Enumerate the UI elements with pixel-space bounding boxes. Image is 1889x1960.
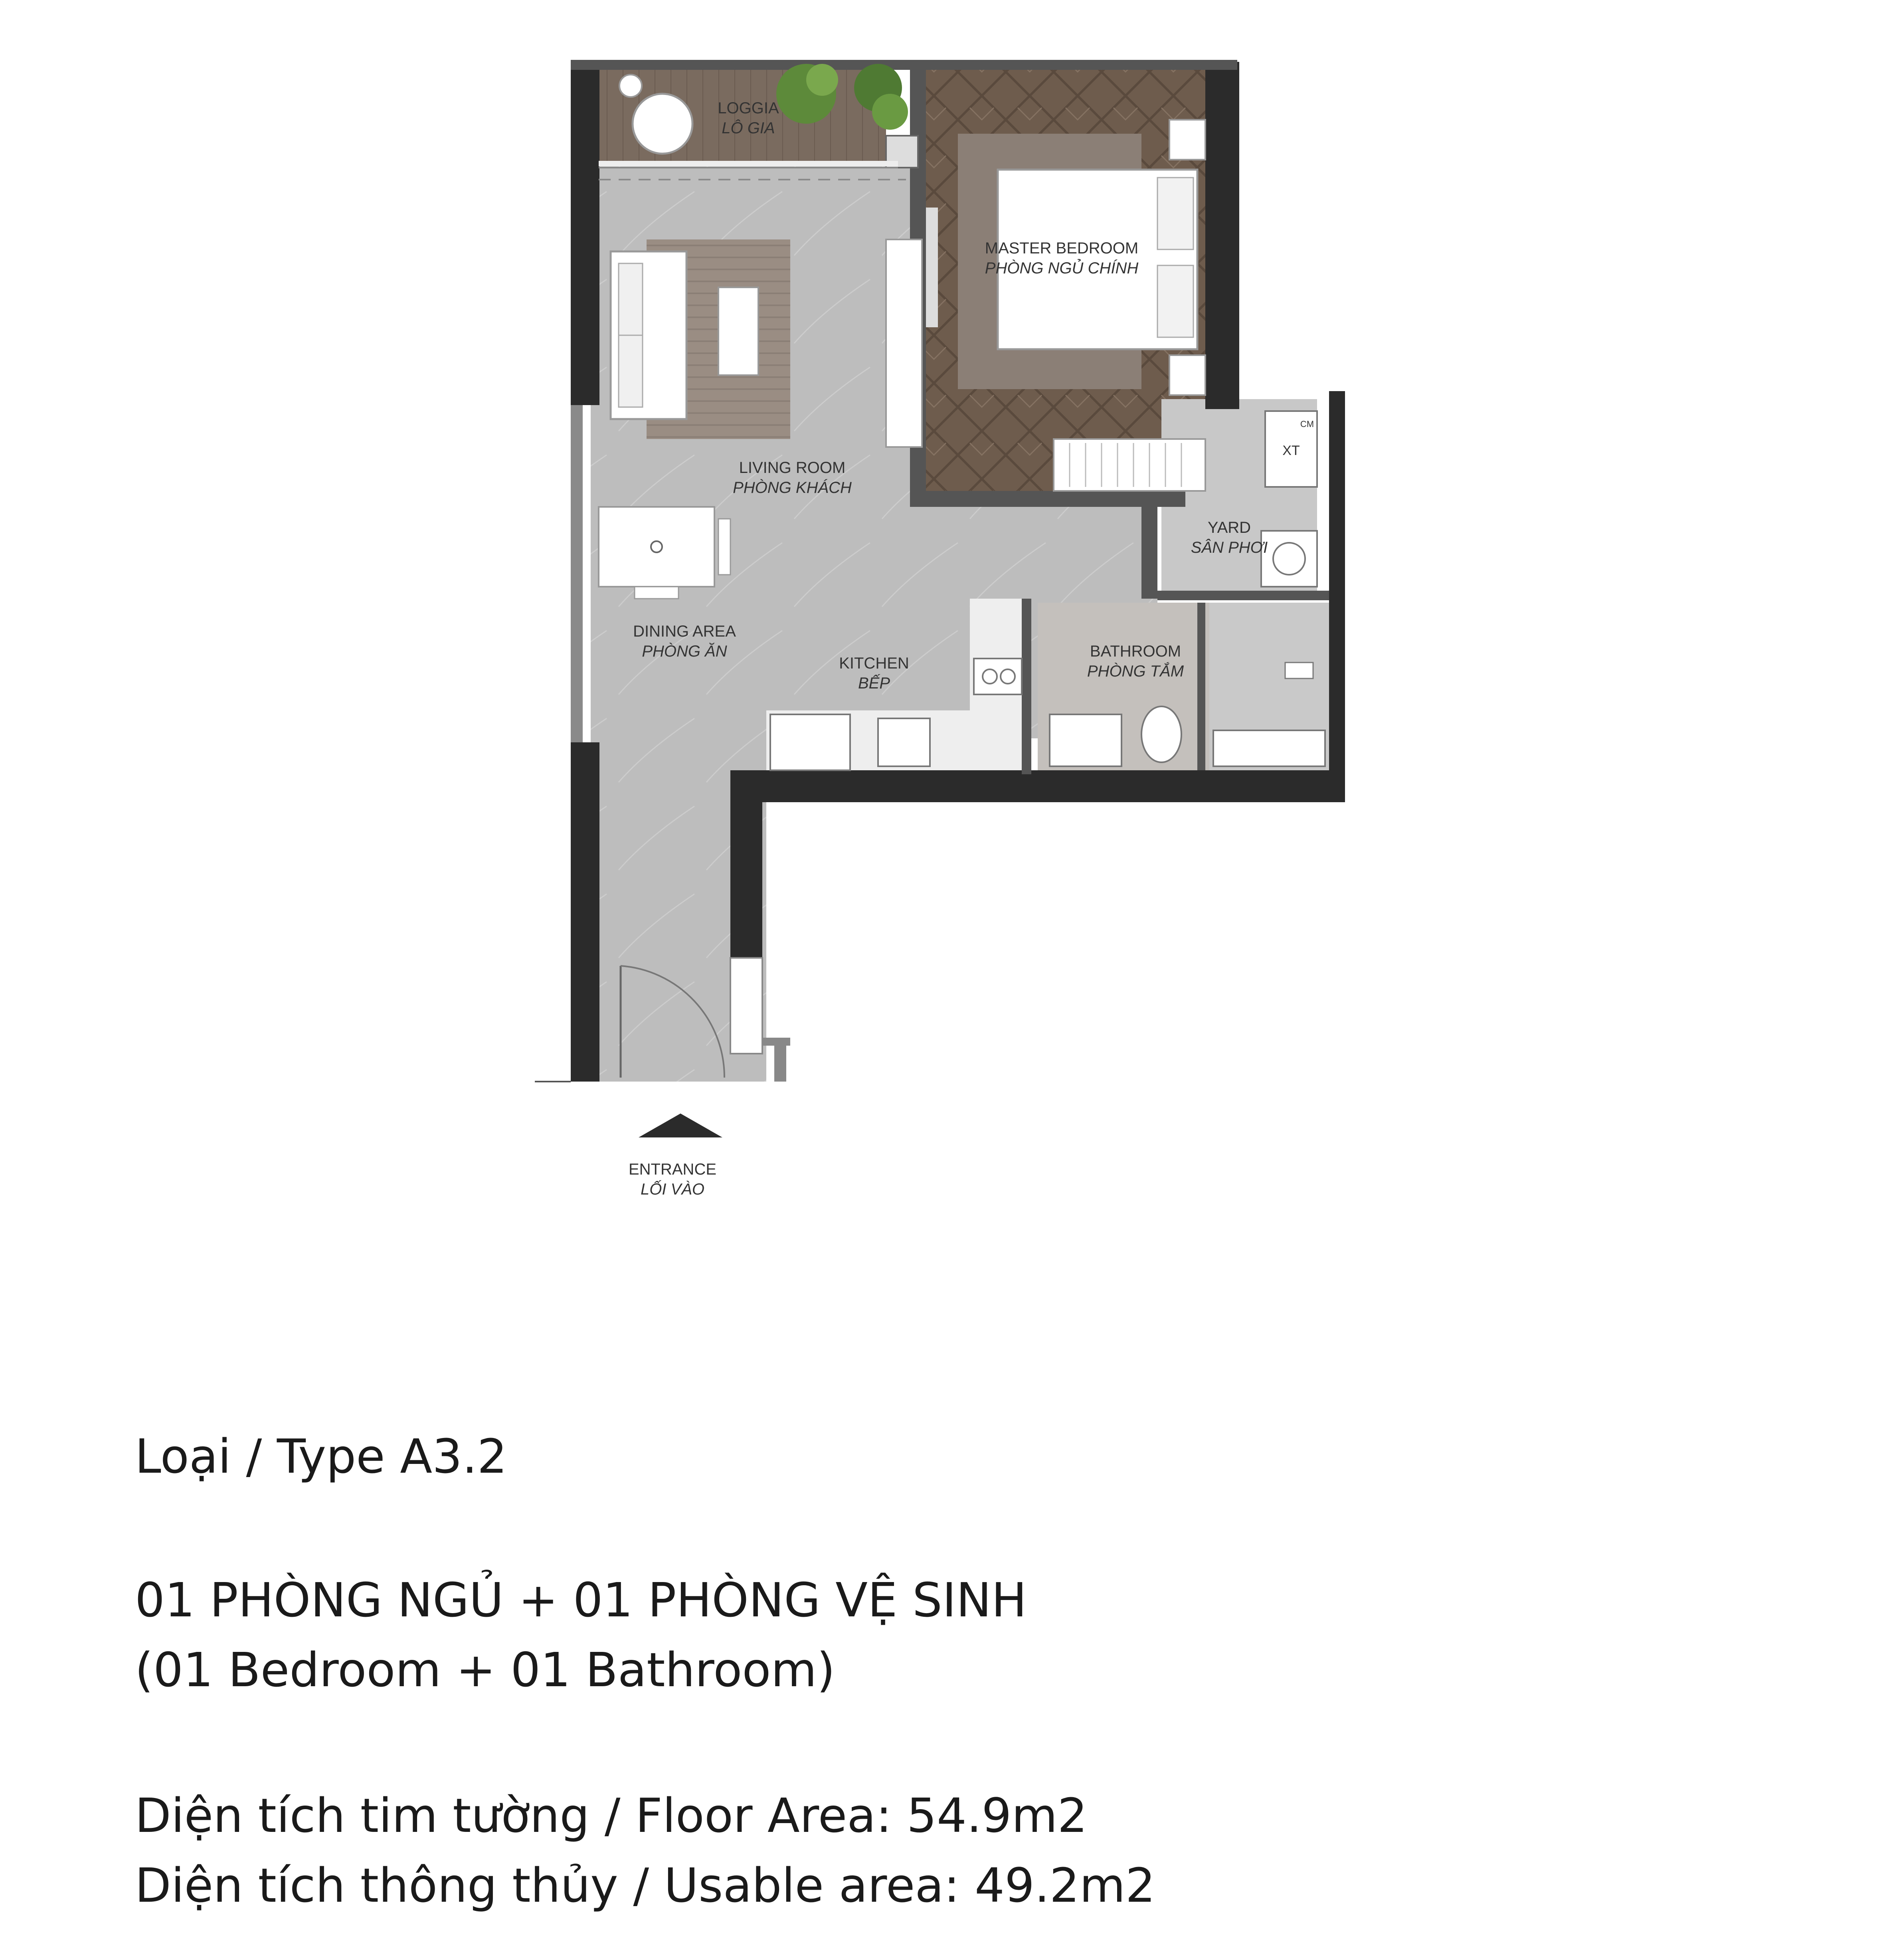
living-room-label: LIVING ROOM (739, 459, 846, 477)
floor-area: Diện tích tim tường / Floor Area: 54.9m2 (135, 1788, 1088, 1843)
coffee-table (718, 287, 758, 375)
master-bedroom-label: MASTER BEDROOM (985, 239, 1139, 257)
dining-area-label-vn: PHÒNG ĂN (642, 643, 727, 660)
dining-area-label: DINING AREA (633, 623, 736, 640)
tv-console (886, 239, 922, 447)
unit-type: Loại / Type A3.2 (135, 1429, 507, 1484)
fridge (770, 714, 850, 770)
nightstand-bottom (1169, 355, 1205, 395)
entrance-label: ENTRANCE (628, 1161, 717, 1178)
kitchen-sink (878, 718, 930, 766)
yard-label-vn: SÂN PHƠI (1191, 539, 1268, 556)
entrance-label-vn: LỐI VÀO (640, 1181, 705, 1198)
kitchen-label: KITCHEN (839, 655, 909, 672)
rooms-summary-vn: 01 PHÒNG NGỦ + 01 PHÒNG VỆ SINH (135, 1572, 1027, 1628)
plant-2 (806, 64, 838, 96)
master-bedroom-label-vn: PHÒNG NGỦ CHÍNH (985, 259, 1139, 277)
wardrobe (1054, 439, 1205, 491)
rooms-summary-en: (01 Bedroom + 01 Bathroom) (135, 1642, 835, 1697)
bathroom-label-vn: PHÒNG TẮM (1087, 663, 1184, 680)
washer-label: XT (1282, 443, 1300, 458)
bathroom-label: BATHROOM (1090, 643, 1181, 660)
loggia-label-vn: LÔ GIA (722, 119, 775, 137)
entrance-arrow (639, 1114, 722, 1137)
laundry-sink (1261, 531, 1317, 587)
kitchen-label-vn: BẾP (858, 674, 890, 692)
yard-label: YARD (1207, 519, 1251, 536)
nightstand-top (1169, 120, 1205, 160)
dining-table (599, 507, 714, 587)
shoe-cabinet (730, 958, 762, 1054)
toilet (1141, 706, 1181, 762)
dryer-label: CM (1300, 419, 1314, 429)
vanity (1050, 714, 1122, 766)
loggia-label: LOGGIA (718, 99, 779, 117)
shower-head (1285, 663, 1313, 678)
side-table (619, 75, 642, 97)
plant-4 (872, 94, 908, 130)
lounge-chair (633, 94, 692, 154)
living-room-label-vn: PHÒNG KHÁCH (733, 479, 852, 496)
usable-area: Diện tích thông thủy / Usable area: 49.2m2 (135, 1858, 1155, 1913)
bedroom-tv-wall (926, 208, 938, 327)
